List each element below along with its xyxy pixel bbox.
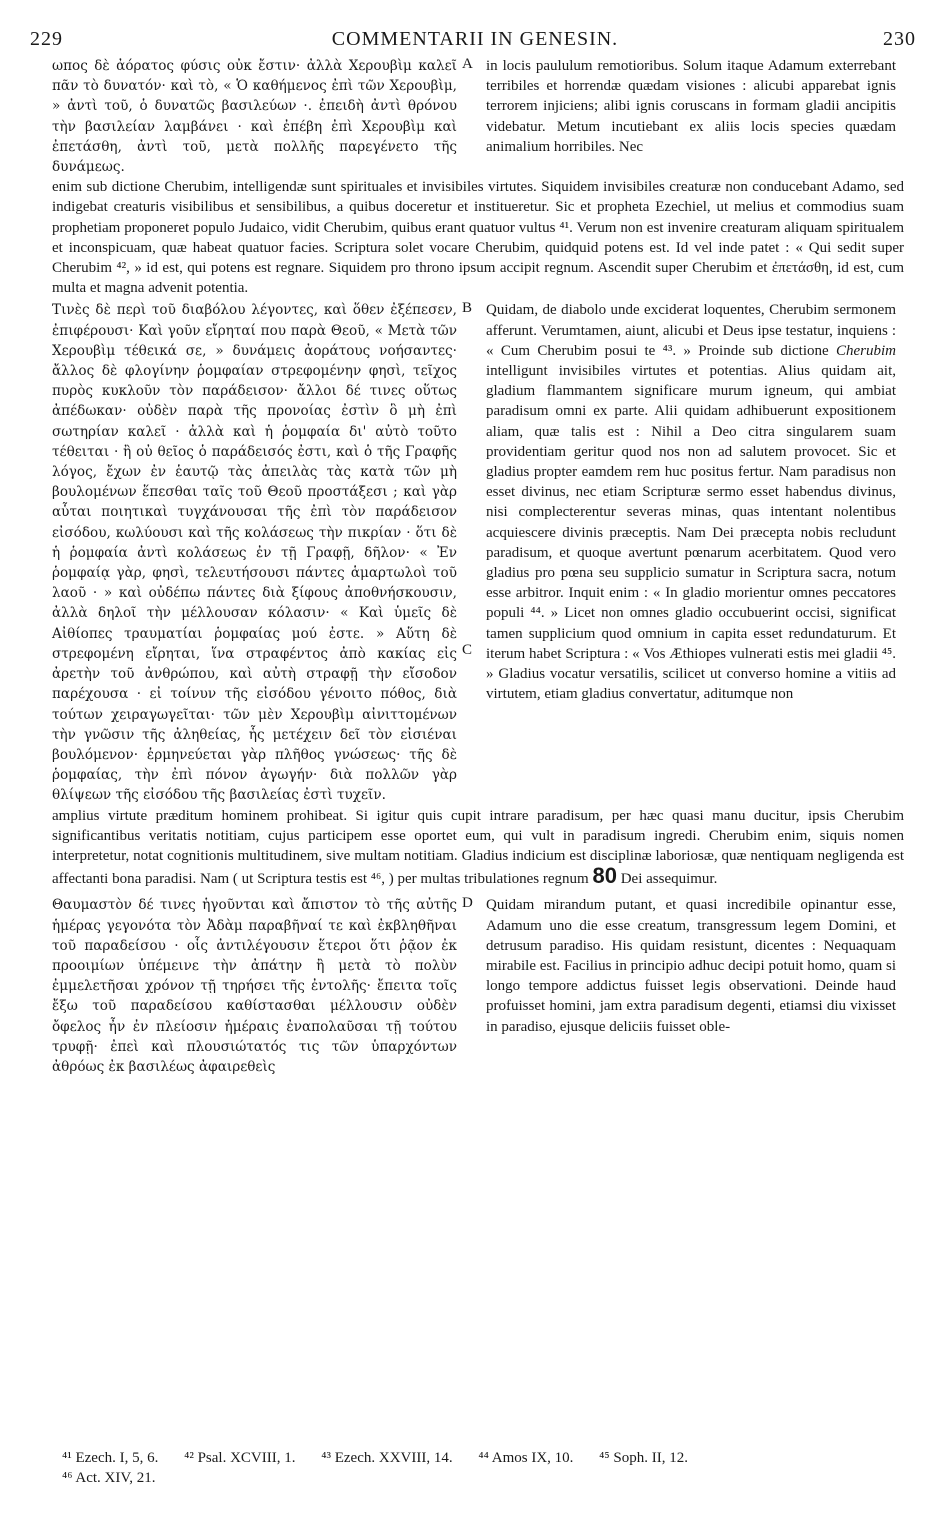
latin-column: Quidam mirandum putant, et quasi incredibile opinantur esse, Adamum uno die esse creatum, transgressum legem Domini, et detrusum paradiso. His quidam resistunt, dicentes : Nequaquam mirabile est. Facilius in principio adhuc decipi potuit homo, quam si longo tempore addictus fuisset legis observationi. Deinde haud profuisset homini, jam extra paradisum degenti, etiamsi diu vixisset in paradiso, ejusque deliciis fuisset oble- bbox=[486, 897, 896, 1035]
running-header bbox=[30, 28, 916, 56]
section-marker-b: B bbox=[462, 300, 473, 317]
page-number-right: 230 bbox=[883, 28, 916, 50]
latin-text: Quidam, de diabolo unde exciderat loquentes, Cherubim sermonem afferunt. Verumtamen, aiunt, alicubi et Deus ipse testatur, inquiens : « Cum Cherubim posui te ⁴³. » Proinde sub dictione bbox=[486, 302, 896, 359]
footnotes bbox=[62, 1448, 902, 1488]
footnote: ⁴⁵ Soph. II, 12. bbox=[599, 1450, 688, 1466]
latin-text: amplius virtute præditum hominem prohibeat. Si igitur quis cupit intrare paradisum, per hæc quasi manu ducitur, ipsis Cherubim significantibus veritatis notitiam, cujus participem esse oportet eum, qui vult in paradisum ingredi. Cherubim enim, siquis nomen interpretetur, notat cognitionis multitudinem, sive multam notitiam. Gladius indicium est disciplinæ laboriosæ, quæ nentiquam negligenda est affectanti bona paradisi. Nam ( ut Scriptura testis est ⁴⁶, ) per multas tribulationes regnum bbox=[52, 807, 904, 888]
greek-column: Τινὲς δὲ περὶ τοῦ διαβόλου λέγοντες, καὶ ὅθεν ἐξέπεσεν, ἐπιφέρουσι· Καὶ γοῦν εἴρηταί που παρὰ Θεοῦ, « Μετὰ τῶν Χερουβὶμ τέθεικά σε, » δυνάμεις ἀοράτους νοήσαντες· ἄλλος δὲ φλογίνην ῥομφαίαν στρεφομένην φησὶ, τεῖχος πυρὸς κυκλοῦν τὸν παράδεισον· ἄλλοι δέ τινες οὕτως ἀπέδωκαν· οὐδὲν παρὰ τῆς προνοίας ἐστὶν ὃ μὴ ἐπὶ σωτηρίαν καλεῖ · ἀλλὰ καὶ ἡ ῥομφαία δι' αὐτὸ τοῦτο τέθειται · ἢ οὐ θεῖος ὁ παράδεισός ἐστι, καὶ ὁ τῆς Γραφῆς λόγος, ἔχων ἐν ἑαυτῷ τὰς ἀπειλὰς τὰς κατὰ τῶν μὴ βουλομένων ἕπεσθαι ταῖς τοῦ Θεοῦ προστάξεσι ; καὶ γὰρ αὗται ποιητικαὶ τυγχάνουσαι τῆς ἐπὶ τὸν παράδεισον εἰσόδου, κωλύουσι καὶ τῆς κολάσεως τὴν πικρίαν · ὅτι δὲ ἡ ῥομφαία ἀντὶ κολάσεως ἐν τῇ Γραφῇ, δῆλον· « Ἐν ῥομφαίᾳ γὰρ, φησὶ, τελευτήσουσι πάντες ἁμαρτωλοὶ τοῦ λαοῦ · » καὶ οὐδέπω πάντες διὰ ξίφους ἀποθνήσκουσιν, ἀλλὰ δηλοῖ τὴν μέλλουσαν κόλασιν· « Καὶ ὑμεῖς δὲ Αἰθίοπες τραυματίαι ῥομφαίας μού ἐστε. » Αὕτη δὲ στρεφομένη εἴρηται, ἵνα στραφέντος ἀπὸ κακίας εἰς ἀρετὴν τοῦ ἀνθρώπου, καὶ αὐτὴ στραφῇ τὴν εἴσοδον παρέχουσα · εἰ τοίνυν τῆς εἰσόδου γένοιτο πόθος, διὰ τούτων χειραγωγεῖται· τῶν μὲν Χερουβὶμ αἰνιττομένων τὴν γνῶσιν τῆς ἀληθείας, ἧς μετέχειν δεῖ τὸν εἰσιέναι βουλόμενον· ἑρμηνεύεται γὰρ πλῆθος γνώσεως· τῆς δὲ ῥομφαίας, τὴν ἐπὶ πόνον ἀγωγήν· διὰ πολλῶν γὰρ θλίψεων τῆς εἰσόδου τῆς βασιλείας ἐστὶ τυχεῖν. bbox=[52, 302, 457, 804]
latin-italic-word: Cherubim bbox=[836, 342, 896, 359]
section-a bbox=[52, 56, 898, 177]
section-b bbox=[52, 300, 898, 805]
latin-full-width-text: enim sub dictione Cherubim, intelligendæ sunt spirituales et invisibiles virtutes. Siquidem invisibiles creaturæ non conducebant Adamo, sed indigebat creaturis visibilibus et sensibilibus, a quibus doceretur et institueretur. Sic et propheta Ezechiel, ut melius et commodius suam prophetiam proponeret populo Judaico, vidit Cherubim, quibus erant quatuor vultus ⁴¹. Verum non est invenire creaturam aliquam spiritualem et inconspicuam, quæ habeat quatuor facies. Scriptura solet vocare Cherubim, quidquid potens est. Id vel inde patet : « Qui sedit super Cherubim ⁴², » id est, qui potens est regnare. Siquidem pro throno ipsum accipit regnum. Ascendit super Cherubim et ἐπετάσθη, id est, cum multa et magna advenit potentia. bbox=[52, 179, 904, 297]
page bbox=[30, 28, 916, 1077]
footnote: ⁴⁴ Amos IX, 10. bbox=[478, 1450, 574, 1466]
column-number: 80 bbox=[592, 863, 617, 889]
footnote: ⁴⁶ Act. XIV, 21. bbox=[62, 1470, 156, 1486]
greek-column: ωπος δὲ ἀόρατος φύσις οὐκ ἔστιν· ἀλλὰ Χερουβὶμ καλεῖ πᾶν τὸ δυνατόν· καὶ τὸ, « Ὁ καθήμενος ἐπὶ τῶν Χερουβὶμ, » ἀντὶ τοῦ, ὁ δυνατῶς βασιλεύων ·. ἐπειδὴ ἀντὶ θρόνου τὴν βασιλείαν λαμβάνει · καὶ ἐπέβη ἐπὶ Χερουβὶμ καὶ ἐπετάσθη, ἀντὶ τοῦ, μετὰ πολλῆς παρεγένετο τῆς δυνάμεως. bbox=[52, 58, 457, 176]
footnote: ⁴² Psal. XCVIII, 1. bbox=[184, 1450, 296, 1466]
latin-column bbox=[468, 300, 896, 805]
section-marker-a: A bbox=[462, 56, 473, 72]
running-title: COMMENTARII IN GENESIN. bbox=[331, 28, 619, 50]
footnote: ⁴³ Ezech. XXVIII, 14. bbox=[321, 1450, 453, 1466]
latin-text: Dei assequimur. bbox=[616, 871, 718, 888]
footnote: ⁴¹ Ezech. I, 5, 6. bbox=[62, 1450, 159, 1466]
section-marker-d: D bbox=[462, 895, 473, 912]
page-number-left: 229 bbox=[30, 28, 63, 50]
latin-text: intelligunt invisibiles virtutes et potentias. Alius quidam ait, gladium flammantem significare murum igneum, qui ambiat paradisum omni ex parte. Alii quidam adhibuerunt expositionem aliam, quæ talis est : Nihil a Deo citra singularem suam providentiam geritur quod nos non ad salutem provocet. Sic et gladius propter eamdem rem huc positus fertur. Nam paradisus non esset divinus, nec etiam Scripturæ sermo esset habendus divinus, nisi complecterentur severas minas, quas intentant nolentibus acquiescere divinis præceptis. Nam Dei præcepta nobis recludunt paradisum, et quoque avertunt pœnarum acerbitatem. Quod vero gladius pro pœna seu supplicio sumatur in Scriptura sacra, notum esse arbitror. Inquit enim : « In gladio morientur omnes peccatores populi ⁴⁴. » Licet non omnes gladio occubuerint occisi, significat tamen supplicium quod omnium in capita esset redundaturum. Et iterum habet Scriptura : « Vos Æthiopes vulnerati estis mei gladii ⁴⁵. » Gladius vocatur versatilis, scilicet ut converso homine a vitiis ad virtutem, etiam gladius convertatur, aditumque non bbox=[486, 363, 896, 703]
latin-column: in locis paululum remotioribus. Solum itaque Adamum exterrebant terribiles et horrendæ quædam visiones : alicubi apparebat ignis terrorem injiciens; alibi ignis coruscans in formam gladii ancipitis videbatur. Metum incutiebant ex aliis locis species quædam animalium horribiles. Nec bbox=[486, 58, 896, 155]
section-d bbox=[52, 895, 898, 1077]
section-marker-c: C bbox=[462, 642, 473, 659]
greek-column: Θαυμαστὸν δέ τινες ἡγοῦνται καὶ ἄπιστον τὸ τῆς αὐτῆς ἡμέρας γεγονότα τὸν Ἀδὰμ παραβῆναί τε καὶ ἐκβληθῆναι τοῦ παραδείσου · οἷς ἀντιλέγουσιν ἕτεροι ὅτι ῥᾷον ἐκ προοιμίων ὑπέμεινε τὴν ἀπάτην ἢ μετὰ τὸ πολὺν ἐμμελετῆσαι χρόνον τῇ τηρήσει τῆς ἐντολῆς· ἔπειτα τοῖς ἔξω τοῦ παραδείσου καθίστασθαι μέλλουσιν οὐδὲν ὄφελος ἦν ἐν πλείοσιν ἡμέραις ἐναπολαῦσαι τῇ τούτου τρυφῇ· ἐπεὶ καὶ πλουσιώτατός τις τῶν ὑπαρχόντων ἀθρόως ἐκ βασιλέως ἀφαιρεθεὶς bbox=[52, 897, 457, 1075]
latin-full-width-text bbox=[52, 806, 904, 890]
